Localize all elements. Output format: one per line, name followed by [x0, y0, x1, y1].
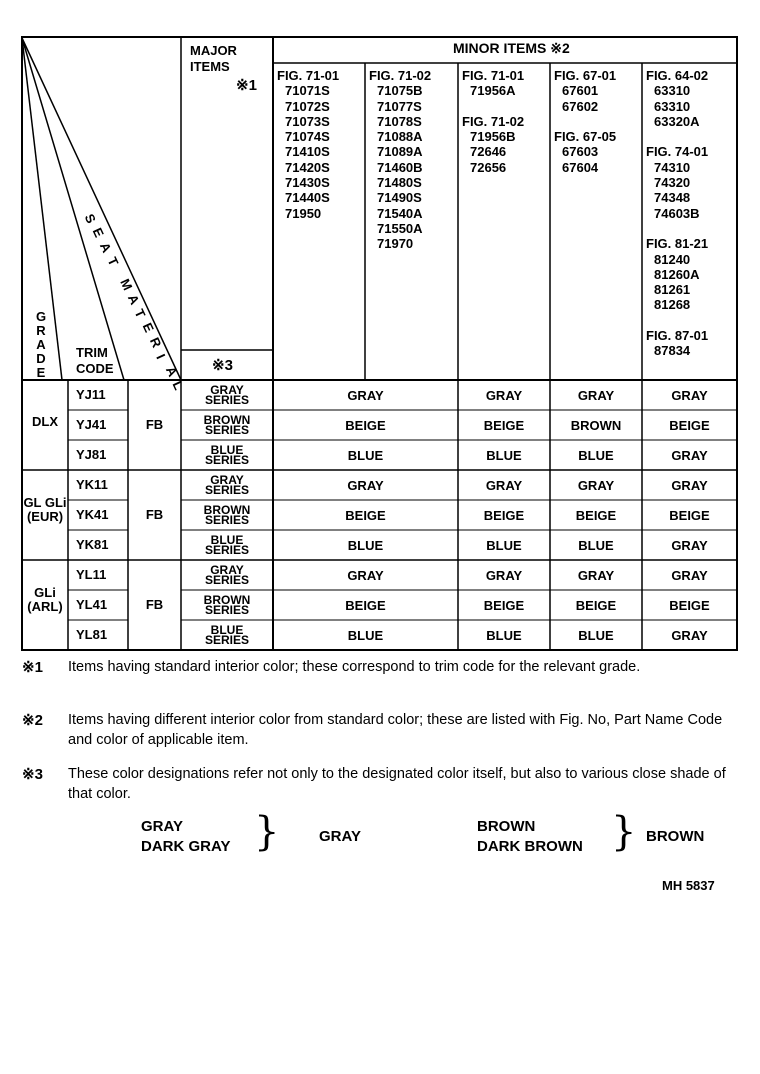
part-code: 71420S — [285, 159, 330, 175]
color-cell-col3: BEIGE — [483, 508, 525, 523]
color-cell-col1-2: GRAY — [347, 478, 384, 493]
color-cell-col3: GRAY — [485, 478, 523, 493]
grade-name: GLi (ARL) — [27, 585, 63, 614]
fig-group-spacer — [462, 99, 524, 114]
fig-group-spacer — [646, 313, 708, 328]
trim-code: YK41 — [76, 507, 109, 522]
legend-2-members — [477, 817, 583, 857]
color-cell-col3: BLUE — [486, 628, 522, 643]
fig-number: FIG. 67-01 — [554, 68, 617, 83]
color-cell-col4: BLUE — [578, 538, 614, 553]
color-cell-col5: BEIGE — [669, 508, 710, 523]
document-code: MH 5837 — [662, 878, 715, 893]
color-cell-col5: GRAY — [671, 628, 708, 643]
trim-code: YL41 — [76, 597, 108, 612]
major-items-mark: ※1 — [236, 77, 257, 94]
fig-number: FIG. 71-01 — [462, 68, 525, 83]
part-code: 71071S — [285, 83, 330, 99]
part-code: 71088A — [377, 129, 423, 145]
legend-1-member-2: DARK GRAY — [141, 838, 231, 855]
fig-number: FIG. 71-02 — [369, 68, 432, 83]
color-series: BROWN SERIES — [203, 503, 251, 527]
trim-code: YJ41 — [76, 417, 107, 432]
legend-2-member-2: DARK BROWN — [477, 838, 583, 855]
color-cell-col5: BEIGE — [669, 598, 710, 613]
part-code: 71073S — [285, 113, 330, 129]
fig-group-spacer — [554, 114, 616, 129]
part-code: 81261 — [654, 282, 691, 298]
trim-code: YJ81 — [76, 447, 107, 462]
color-cell-col3: BEIGE — [483, 418, 525, 433]
color-cell-col3: BLUE — [486, 448, 522, 463]
color-cell-col1-2: BEIGE — [345, 508, 386, 523]
seat-material-letter: R — [147, 334, 165, 350]
part-code: 71089A — [377, 144, 423, 160]
note-1-text: Items having standard interior color; these correspond to trim code for the relevant grade. — [68, 659, 641, 675]
part-code: 71956B — [470, 129, 516, 145]
part-code: 67602 — [562, 98, 599, 114]
legend-1-members — [141, 817, 230, 857]
legend-1-brace: } — [254, 809, 280, 855]
part-code: 67601 — [562, 83, 599, 99]
part-code: 71410S — [285, 144, 330, 160]
part-code: 71075B — [377, 83, 423, 99]
color-series: BLUE SERIES — [204, 533, 249, 557]
legend-1-member-1: GRAY — [141, 818, 183, 835]
part-code: 63320A — [654, 113, 700, 129]
color-cell-col4: BROWN — [570, 418, 622, 433]
color-cell-col5: BEIGE — [669, 418, 710, 433]
minor-column-5 — [646, 68, 708, 359]
trim-code: YK81 — [76, 537, 109, 552]
color-series: GRAY SERIES — [204, 563, 249, 587]
minor-column-3 — [462, 68, 524, 175]
note-1-mark: ※1 — [22, 659, 43, 676]
fig-number: FIG. 81-21 — [646, 236, 709, 252]
note-3-mark: ※3 — [22, 766, 43, 783]
seat-material-letter: A — [97, 239, 115, 255]
legend-2-member-1: BROWN — [477, 818, 536, 835]
color-cell-col5: GRAY — [671, 538, 708, 553]
fig-group-spacer — [646, 129, 708, 144]
part-code: 74348 — [654, 190, 691, 206]
legend-2-result: BROWN — [646, 828, 705, 845]
color-series: GRAY SERIES — [204, 473, 249, 497]
fig-number: FIG. 71-01 — [277, 68, 340, 83]
seat-material-value: FB — [145, 417, 164, 432]
color-cell-col1-2: BLUE — [347, 538, 384, 553]
color-cell-col1-2: BEIGE — [345, 598, 386, 613]
part-code: 71970 — [377, 236, 414, 252]
part-code: 72646 — [470, 144, 507, 160]
minor-column-1 — [277, 68, 339, 221]
part-code: 71550A — [377, 220, 423, 236]
part-code: 71072S — [285, 98, 330, 114]
color-cell-col5: GRAY — [671, 478, 708, 493]
seat-material-letter: I — [153, 351, 169, 362]
color-cell-col4: GRAY — [577, 478, 615, 493]
note-2-mark: ※2 — [22, 712, 43, 729]
part-code: 67603 — [562, 144, 599, 160]
color-cell-col4: BEIGE — [575, 598, 617, 613]
note-3-text: These color designations refer not only to the designated color itself, but also to various close shade of that color. — [68, 766, 726, 802]
seat-material-letter: T — [104, 254, 122, 269]
color-cell-col3: BLUE — [486, 538, 522, 553]
part-code: 71074S — [285, 129, 330, 145]
grade-name: DLX — [32, 414, 58, 429]
seat-material-letter: M — [117, 276, 136, 293]
part-code: 71540A — [377, 205, 423, 221]
part-code: 81260A — [654, 266, 700, 282]
seat-material-letter: L — [169, 378, 187, 393]
part-code: 71490S — [377, 190, 422, 206]
fig-number: FIG. 64-02 — [646, 68, 709, 83]
part-code: 71950 — [285, 205, 322, 221]
grade-name: GL GLi (EUR) — [23, 495, 67, 524]
minor-column-2 — [369, 68, 431, 252]
color-cell-col5: GRAY — [671, 568, 708, 583]
color-cell-col1-2: BLUE — [347, 448, 384, 463]
color-series: BLUE SERIES — [204, 443, 249, 467]
color-cell-col1-2: BEIGE — [345, 418, 386, 433]
legend-1-result: GRAY — [319, 828, 361, 845]
trim-code: YJ11 — [76, 387, 106, 402]
part-code: 71078S — [377, 113, 422, 129]
seat-material-letter: A — [162, 363, 181, 379]
color-series: BROWN SERIES — [203, 593, 251, 617]
part-code: 72656 — [470, 159, 507, 175]
fig-number: FIG. 74-01 — [646, 144, 709, 160]
color-cell-col4: BLUE — [578, 448, 614, 463]
part-code: 81268 — [654, 297, 691, 313]
part-code: 71430S — [285, 175, 330, 191]
major-items-label: MAJOR ITEMS — [190, 43, 237, 74]
grade-label: G R A D E — [35, 309, 47, 380]
minor-column-4 — [554, 68, 616, 175]
series-mark: ※3 — [212, 357, 233, 374]
color-series: BLUE SERIES — [204, 623, 249, 647]
fig-number: FIG. 71-02 — [462, 113, 525, 129]
trim-code: YL81 — [76, 627, 108, 642]
seat-material-value: FB — [145, 507, 164, 522]
part-code: 71440S — [285, 190, 330, 206]
part-code: 74320 — [654, 175, 691, 191]
part-code: 81240 — [654, 251, 691, 267]
color-cell-col5: GRAY — [671, 388, 708, 403]
color-cell-col4: BEIGE — [575, 508, 617, 523]
color-series: GRAY SERIES — [204, 383, 249, 407]
fig-group-spacer — [646, 221, 708, 236]
part-code: 71480S — [377, 175, 422, 191]
part-code: 63310 — [654, 83, 691, 99]
note-2-text: Items having different interior color from standard color; these are listed with Fig. No, Part Name Code and color of applicable item. — [68, 712, 723, 748]
part-code: 74310 — [654, 159, 691, 175]
color-cell-col1-2: GRAY — [347, 568, 384, 583]
part-code: 74603B — [654, 205, 700, 221]
seat-material-letter: S — [81, 211, 99, 226]
part-code: 67604 — [562, 159, 599, 175]
part-code: 87834 — [654, 343, 691, 359]
color-cell-col1-2: BLUE — [347, 628, 384, 643]
color-cell-col3: GRAY — [485, 388, 523, 403]
seat-material-letter: A — [124, 291, 143, 307]
color-cell-col4: BLUE — [578, 628, 614, 643]
part-code: 71077S — [377, 98, 422, 114]
color-cell-col3: BEIGE — [483, 598, 525, 613]
trim-code-label: TRIM CODE — [76, 345, 114, 376]
minor-items-label: MINOR ITEMS ※2 — [453, 40, 570, 56]
part-code: 71956A — [470, 83, 516, 99]
color-cell-col1-2: GRAY — [347, 388, 384, 403]
color-cell-col4: GRAY — [577, 568, 615, 583]
trim-code: YL11 — [76, 567, 107, 582]
seat-material-letter: E — [89, 225, 107, 240]
color-cell-col3: GRAY — [485, 568, 523, 583]
seat-material-letter: T — [131, 306, 149, 321]
fig-number: FIG. 67-05 — [554, 129, 617, 145]
seat-material-letter: E — [139, 320, 157, 336]
color-cell-col5: GRAY — [671, 448, 708, 463]
legend-2-brace: } — [611, 809, 637, 855]
part-code: 63310 — [654, 98, 691, 114]
seat-material-value: FB — [145, 597, 164, 612]
color-series: BROWN SERIES — [203, 413, 251, 437]
part-code: 71460B — [377, 159, 423, 175]
trim-code: YK11 — [76, 477, 108, 492]
color-cell-col4: GRAY — [577, 388, 615, 403]
fig-number: FIG. 87-01 — [646, 328, 709, 344]
